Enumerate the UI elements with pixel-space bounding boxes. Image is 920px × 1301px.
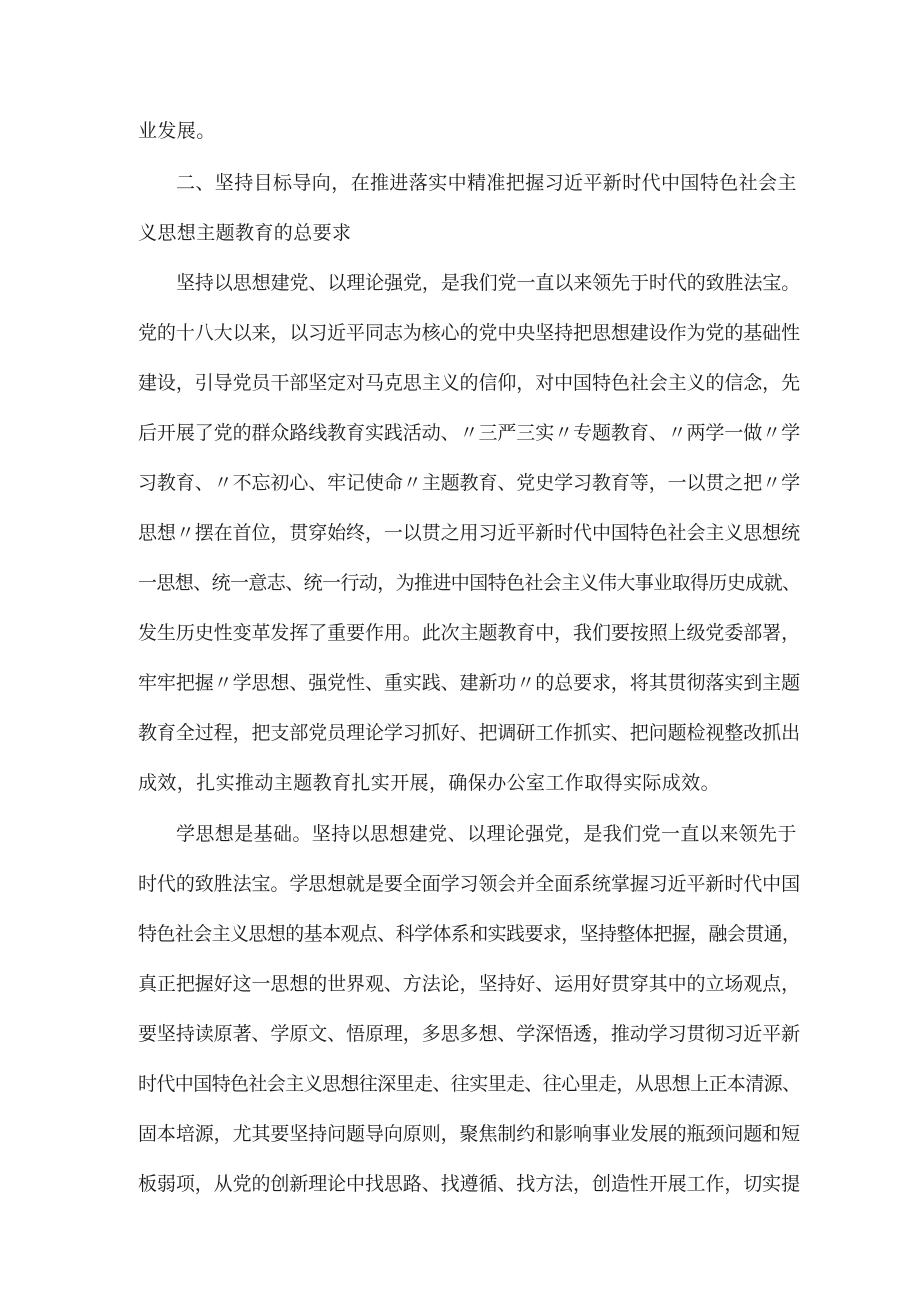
- paragraph-line: 教育全过程，把支部党员理论学习抓好、把调研工作抓实、把问题检视整改抓出: [138, 722, 801, 744]
- paragraph-line: 真正把握好这一思想的世界观、方法论，坚持好、运用好贯穿其中的立场观点，: [138, 973, 801, 995]
- section-heading-line: 义思想主题教育的总要求: [138, 222, 352, 244]
- paragraph-line: 要坚持读原著、学原文、悟原理，多思多想、学深悟透，推动学习贯彻习近平新: [138, 1023, 801, 1045]
- paragraph-line: 思想〃摆在首位，贯穿始终，一以贯之用习近平新时代中国特色社会主义思想统: [138, 522, 801, 544]
- paragraph-line: 后开展了党的群众路线教育实践活动、〃三严三实〃专题教育、〃两学一做〃学: [138, 422, 801, 444]
- paragraph-line: 牢牢把握〃学思想、强党性、重实践、建新功〃的总要求，将其贯彻落实到主题: [138, 672, 801, 694]
- paragraph-line: 党的十八大以来，以习近平同志为核心的党中央坚持把思想建设作为党的基础性: [138, 322, 801, 344]
- paragraph-line: 习教育、〃不忘初心、牢记使命〃主题教育、党史学习教育等，一以贯之把〃学: [138, 472, 801, 494]
- paragraph-line: 一思想、统一意志、统一行动，为推进中国特色社会主义伟大事业取得历史成就、: [138, 572, 801, 594]
- text-line: 业发展。: [138, 120, 216, 142]
- paragraph-line: 成效，扎实推动主题教育扎实开展，确保办公室工作取得实际成效。: [138, 772, 721, 794]
- paragraph-line: 板弱项，从党的创新理论中找思路、找遵循、找方法，创造性开展工作，切实提: [138, 1173, 801, 1195]
- paragraph-line: 坚持以思想建党、以理论强党，是我们党一直以来领先于时代的致胜法宝。: [176, 272, 801, 294]
- paragraph-line: 特色社会主义思想的基本观点、科学体系和实践要求，坚持整体把握，融会贯通，: [138, 923, 801, 945]
- paragraph-line: 发生历史性变革发挥了重要作用。此次主题教育中，我们要按照上级党委部署，: [138, 622, 801, 644]
- section-heading-line: 二、坚持目标导向，在推进落实中精准把握习近平新时代中国特色社会主: [176, 172, 797, 194]
- paragraph-line: 学思想是基础。坚持以思想建党、以理论强党，是我们党一直以来领先于: [176, 823, 797, 845]
- paragraph-line: 时代中国特色社会主义思想往深里走、往实里走、往心里走，从思想上正本清源、: [138, 1073, 801, 1095]
- paragraph-line: 建设，引导党员干部坚定对马克思主义的信仰，对中国特色社会主义的信念，先: [138, 372, 801, 394]
- paragraph-line: 时代的致胜法宝。学思想就是要全面学习领会并全面系统掌握习近平新时代中国: [138, 873, 801, 895]
- paragraph-line: 固本培源，尤其要坚持问题导向原则，聚焦制约和影响事业发展的瓶颈问题和短: [138, 1123, 801, 1145]
